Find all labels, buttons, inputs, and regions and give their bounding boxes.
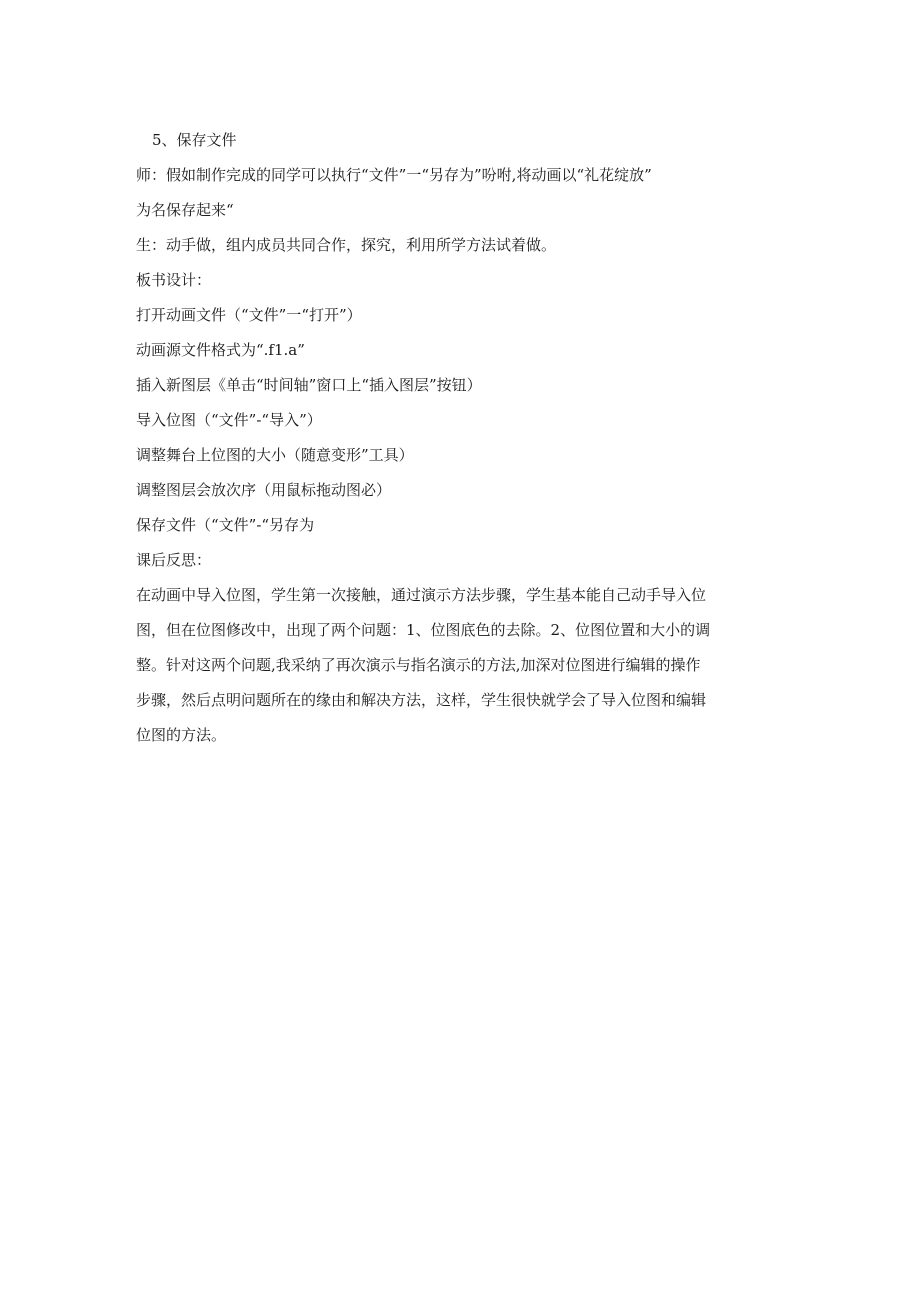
reflection-line: 在动画中导入位图，学生第一次接触，通过演示方法步骤，学生基本能自己动手导入位 [136,586,707,604]
reflection-line: 位图的方法。 [136,726,227,744]
board-item: 动画源文件格式为“.f1.a” [136,341,305,359]
board-design-title: 板书设计： [136,271,212,289]
board-item: 调整图层会放次序（用鼠标拖动图必） [136,481,392,499]
reflection-line: 步骤，然后点明问题所在的缘由和解决方法，这样，学生很快就学会了导入位图和编辑 [136,691,707,709]
student-text: 生：动手做，组内成员共同合作，探究，利用所学方法试着做。 [136,236,557,254]
board-item: 导入位图（“文件”-“导入”） [136,411,322,429]
reflection-line: 整。针对这两个问题,我采纳了再次演示与指名演示的方法,加深对位图进行编辑的操作 [136,656,701,674]
reflection-title: 课后反思： [136,551,212,569]
reflection-line: 图，但在位图修改中，出现了两个问题：1、位图底色的去除。2、位图位置和大小的调 [136,621,711,639]
board-item: 打开动画文件（“文件”一“打开”） [136,306,362,324]
document-body [136,123,786,753]
teacher-text-line-1: 师：假如制作完成的同学可以执行“文件”一“另存为”吩咐,将动画以“礼花绽放” [136,166,652,184]
board-item: 调整舞台上位图的大小（随意变形”工具） [136,446,414,464]
teacher-text-line-2: 为名保存起来“ [136,201,234,219]
board-item: 插入新图层《单击“时间轴”窗口上“插入图层”按钮） [136,376,482,394]
board-item: 保存文件（“文件”-“另存为 [136,516,315,534]
section-heading: 5、保存文件 [152,131,237,149]
